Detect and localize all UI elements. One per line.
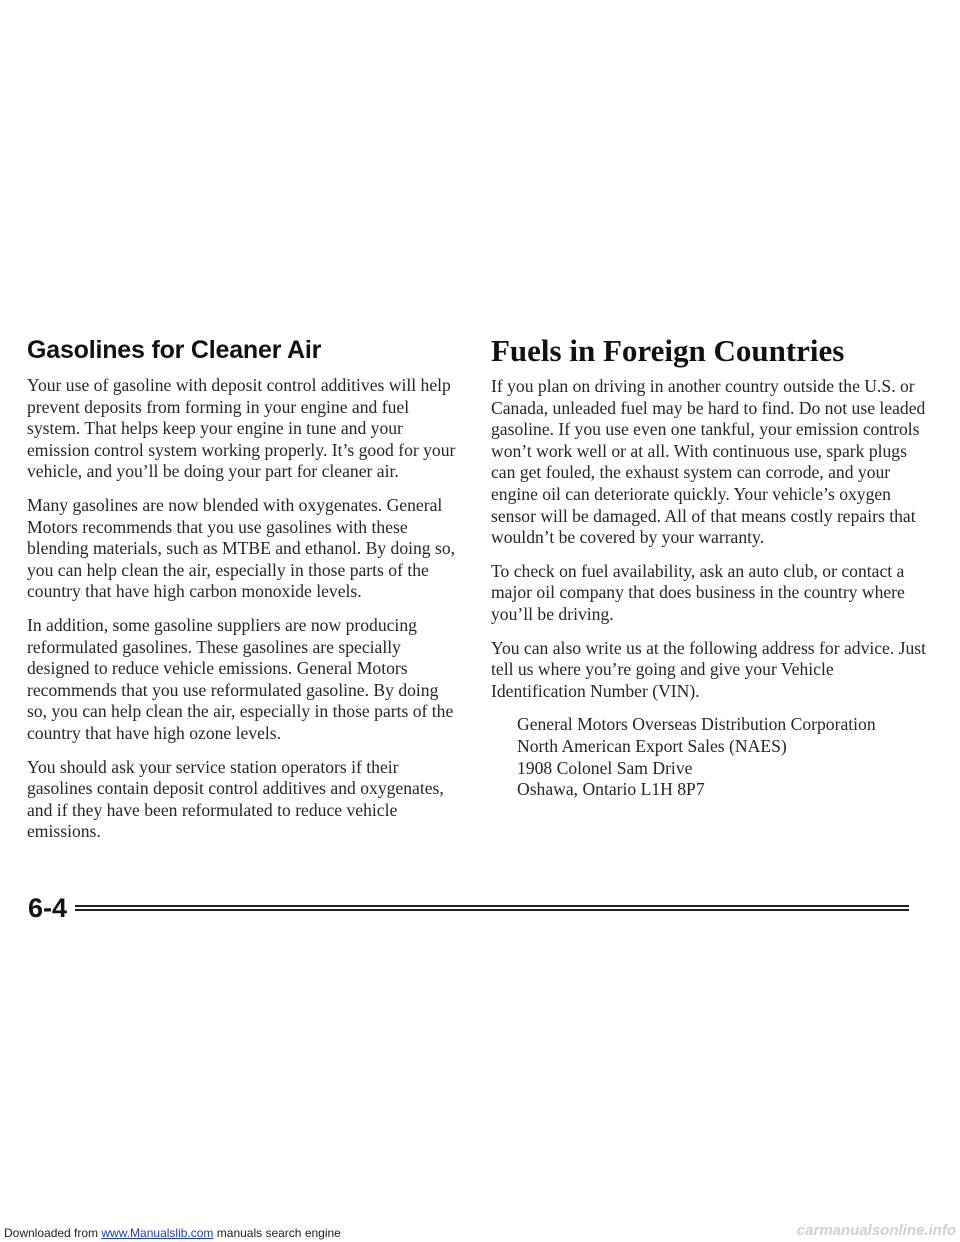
footer-suffix: manuals search engine (213, 1226, 341, 1240)
footer-rule (75, 905, 909, 911)
section-heading-gasolines: Gasolines for Cleaner Air (27, 336, 322, 364)
page-number: 6-4 (28, 893, 68, 923)
section-heading-foreign-fuels: Fuels in Foreign Countries (491, 333, 845, 368)
footer-prefix: Downloaded from (4, 1226, 102, 1240)
paragraph-write-us: You can also write us at the following address for advice. Just tell us where you’re going and give your Vehicle Identification Number (VIN). (491, 637, 927, 701)
site-watermark: carmanualsonline.info (796, 1222, 956, 1239)
paragraph-oxygenates: Many gasolines are now blended with oxygenates. General Motors recommends that you use gasolines with these blending materials, such as MTBE and ethanol. By doing so, you can help clean the air, especially in those parts of the country that have high carbon monoxide levels. (27, 494, 456, 602)
manualslib-link[interactable]: www.Manualslib.com (101, 1226, 214, 1240)
paragraph-fuel-availability: To check on fuel availability, ask an auto club, or contact a major oil company that does business in the country where you’ll be driving. (491, 560, 905, 624)
paragraph-deposit-control: Your use of gasoline with deposit control additives will help prevent deposits from forming in your engine and fuel system. That helps keep your engine in tune and your emission control system working properly. It’s good for your vehicle, and you’ll be doing your part for cleaner air. (27, 375, 456, 482)
paragraph-reformulated: In addition, some gasoline suppliers are now producing reformulated gasolines. These gasolines are specially designed to reduce vehicle emissions. General Motors recommends that you use reformulated gasoline. By doing so, you can help clean the air, especially in those parts of the country that have high ozone levels. (27, 614, 454, 743)
address-line-company: General Motors Overseas Distribution Corporation (517, 714, 876, 735)
address-line-street: 1908 Colonel Sam Drive (517, 757, 693, 778)
paragraph-leaded-warning: If you plan on driving in another country outside the U.S. or Canada, unleaded fuel may be hard to find. Do not use leaded gasoline. If you use even one tankful, your emission controls won’t work well or at all. With continuous use, spark plugs can get fouled, the exhaust system can corrode, and your engine oil can deteriorate quickly. Your vehicle’s oxygen sensor will be damaged. All of that means costly repairs that wouldn’t be covered by your warranty. (491, 376, 926, 548)
download-footer (4, 1226, 341, 1240)
paragraph-ask-operators: You should ask your service station operators if their gasolines contain deposit control additives and oxygenates, and if they have been reformulated to reduce vehicle emissions. (27, 756, 444, 842)
address-line-department: North American Export Sales (NAES) (517, 735, 787, 756)
right-column (491, 326, 931, 801)
left-column (27, 326, 457, 855)
mailing-address (517, 714, 931, 800)
address-line-city: Oshawa, Ontario L1H 8P7 (517, 779, 705, 800)
